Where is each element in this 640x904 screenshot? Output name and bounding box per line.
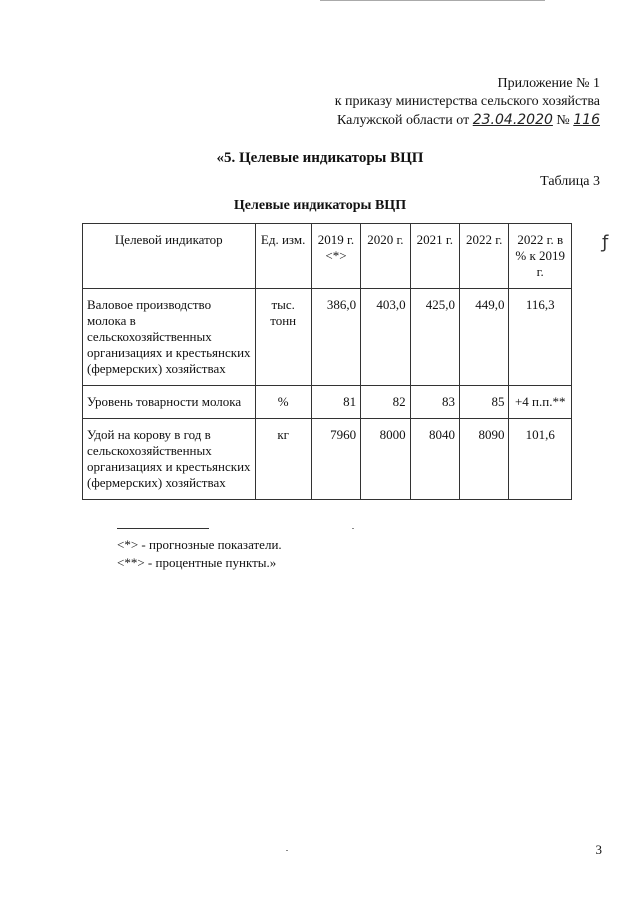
cell-2019: 81 — [311, 386, 360, 419]
cell-unit: тыс. тонн — [255, 289, 311, 386]
cell-percent: +4 п.п.** — [509, 386, 572, 419]
section-title: «5. Целевые индикаторы ВЦП — [216, 150, 424, 166]
page-number: 3 — [595, 842, 602, 857]
cell-2020: 403,0 — [361, 289, 410, 386]
cell-2021: 8040 — [410, 419, 459, 500]
indicators-table — [82, 223, 572, 500]
footnote-percentage-points: <**> - процентные пункты.» — [117, 555, 277, 570]
header-unit: Ед. изм. — [255, 224, 311, 289]
cell-indicator: Валовое производство молока в сельскохозяйственных организациях и крестьянских (фермерских) хозяйствах — [83, 289, 256, 386]
region-label: Калужской области от — [336, 113, 470, 128]
table-header-row — [83, 224, 572, 289]
cell-2022: 85 — [460, 386, 509, 419]
footnotes — [117, 536, 282, 572]
cell-percent: 101,6 — [509, 419, 572, 500]
handwritten-date: 23.04.2020 — [472, 112, 553, 128]
appendix-title: Приложение № 1 — [497, 76, 600, 91]
cell-percent: 116,3 — [509, 289, 572, 386]
cell-2019: 7960 — [311, 419, 360, 500]
margin-mark: ƒ — [602, 232, 609, 253]
cell-unit: кг — [255, 419, 311, 500]
header-2019: 2019 г. <*> — [311, 224, 360, 289]
footnote-forecast: <*> - прогнозные показатели. — [117, 537, 282, 552]
order-date-line — [335, 111, 600, 130]
header-percent: 2022 г. в % к 2019 г. — [509, 224, 572, 289]
header-2020: 2020 г. — [361, 224, 410, 289]
order-reference: к приказу министерства сельского хозяйства — [334, 94, 600, 109]
cell-indicator: Удой на корову в год в сельскохозяйственных организациях и крестьянских (фермерских) хозяйствах — [83, 419, 256, 500]
header-2021: 2021 г. — [410, 224, 459, 289]
scan-speck — [286, 850, 288, 851]
cell-2022: 449,0 — [460, 289, 509, 386]
table-row — [83, 386, 572, 419]
footnote-separator — [117, 528, 209, 529]
top-rule — [320, 0, 545, 1]
table-label: Таблица 3 — [540, 174, 600, 189]
cell-2021: 83 — [410, 386, 459, 419]
scan-speck — [352, 528, 354, 529]
table-row — [83, 419, 572, 500]
number-label: № — [556, 113, 570, 128]
header-2022: 2022 г. — [460, 224, 509, 289]
handwritten-number: 116 — [573, 112, 600, 128]
cell-2020: 8000 — [361, 419, 410, 500]
cell-2021: 425,0 — [410, 289, 459, 386]
cell-unit: % — [255, 386, 311, 419]
cell-2022: 8090 — [460, 419, 509, 500]
cell-2020: 82 — [361, 386, 410, 419]
appendix-header — [335, 75, 600, 130]
cell-indicator: Уровень товарности молока — [83, 386, 256, 419]
table-row — [83, 289, 572, 386]
header-indicator: Целевой индикатор — [83, 224, 256, 289]
cell-2019: 386,0 — [311, 289, 360, 386]
table-title: Целевые индикаторы ВЦП — [233, 198, 407, 213]
